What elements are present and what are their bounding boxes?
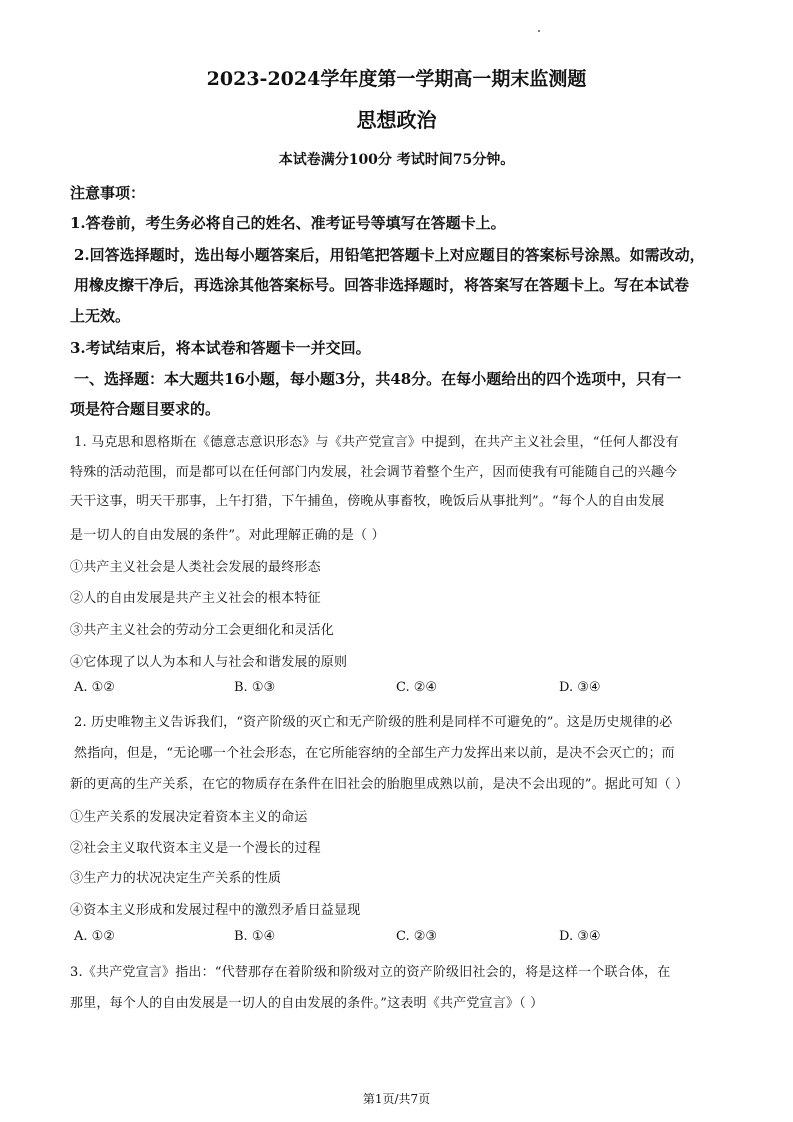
question-1-statement: ④它体现了以人为本和人与社会和谐发展的原则 — [70, 655, 348, 670]
question-3-stem: 那里，每个人的自由发展是一切人的自由发展的条件。”这表明《共产党宣言》（ ） — [70, 996, 544, 1011]
notice-item: 1.答卷前，考生务必将自己的姓名、准考证号等填写在答题卡上。 — [70, 214, 506, 232]
notice-item: 上无效。 — [70, 307, 131, 325]
exam-subject: 思想政治 — [356, 108, 437, 132]
question-1-option-d[interactable]: D. ③④ — [559, 680, 601, 695]
question-1-stem: 1. 马克思和恩格斯在《德意志意识形态》与《共产党宣言》中提到，在共产主义社会里，“任何人都没有 — [74, 435, 679, 450]
question-1-option-b[interactable]: B. ①③ — [234, 680, 276, 695]
question-1-statement: ②人的自由发展是共产主义社会的根本特征 — [70, 591, 321, 606]
page-number: 第1页/共7页 — [362, 1092, 431, 1106]
question-1-stem: 是一切人的自由发展的条件”。对此理解正确的是（ ） — [70, 528, 385, 543]
question-2-stem: 2. 历史唯物主义告诉我们，“资产阶级的灭亡和无产阶级的胜利是同样不可避免的”。这是历史规律的必 — [74, 715, 673, 730]
question-1-stem: 天干这事，明天干那事，上午打猎，下午捕鱼，傍晚从事畜牧，晚饭后从事批判”。“每个人的自由发展 — [70, 494, 665, 509]
question-2-stem: 然指向，但是，“无论哪一个社会形态，在它所能容纳的全部生产力发挥出来以前，是决不会灭亡的；而 — [74, 746, 675, 761]
question-1-option-a[interactable]: A. ①② — [74, 680, 115, 695]
question-2-statement: ③生产力的状况决定生产关系的性质 — [70, 871, 282, 886]
section-heading: 一、选择题：本大题共16小题，每小题3分，共48分。在每小题给出的四个选项中，只有一 — [74, 370, 682, 388]
question-2-statement: ②社会主义取代资本主义是一个漫长的过程 — [70, 841, 321, 856]
question-2-option-d[interactable]: D. ③④ — [559, 929, 601, 944]
exam-title: 2023-2024学年度第一学期高一期末监测题 — [206, 68, 587, 90]
question-2-option-b[interactable]: B. ①④ — [234, 929, 276, 944]
question-2-option-a[interactable]: A. ①② — [74, 929, 115, 944]
question-1-statement: ①共产主义社会是人类社会发展的最终形态 — [70, 560, 321, 575]
section-heading: 项是符合题目要求的。 — [70, 400, 221, 418]
scan-dot — [538, 30, 540, 32]
notice-heading: 注意事项： — [70, 184, 146, 202]
notice-item: 用橡皮擦干净后，再选涂其他答案标号。回答非选择题时，将答案写在答题卡上。写在本试卷 — [74, 276, 690, 294]
question-1-stem: 特殊的活动范围，而是都可以在任何部门内发展，社会调节着整个生产，因而使我有可能随自己的兴趣今 — [70, 465, 678, 480]
question-2-option-c[interactable]: C. ②③ — [396, 929, 438, 944]
question-1-statement: ③共产主义社会的劳动分工会更细化和灵活化 — [70, 623, 335, 638]
question-2-statement: ①生产关系的发展决定着资本主义的命运 — [70, 810, 308, 825]
notice-item: 3.考试结束后，将本试卷和答题卡一并交回。 — [70, 339, 371, 357]
question-2-stem: 新的更高的生产关系，在它的物质存在条件在旧社会的胎胞里成熟以前，是决不会出现的”。据此可知（ ） — [70, 777, 689, 792]
question-1-option-c[interactable]: C. ②④ — [396, 680, 438, 695]
question-3-stem: 3.《共产党宣言》指出：“代替那存在着阶级和阶级对立的资产阶级旧社会的，将是这样一个联合体，在 — [70, 965, 671, 980]
notice-item: 2.回答选择题时，选出每小题答案后，用铅笔把答题卡上对应题目的答案标号涂黑。如需改动， — [74, 246, 705, 264]
question-2-statement: ④资本主义形成和发展过程中的激烈矛盾日益显现 — [70, 903, 361, 918]
exam-info: 本试卷满分100分 考试时间75分钟。 — [278, 152, 515, 168]
